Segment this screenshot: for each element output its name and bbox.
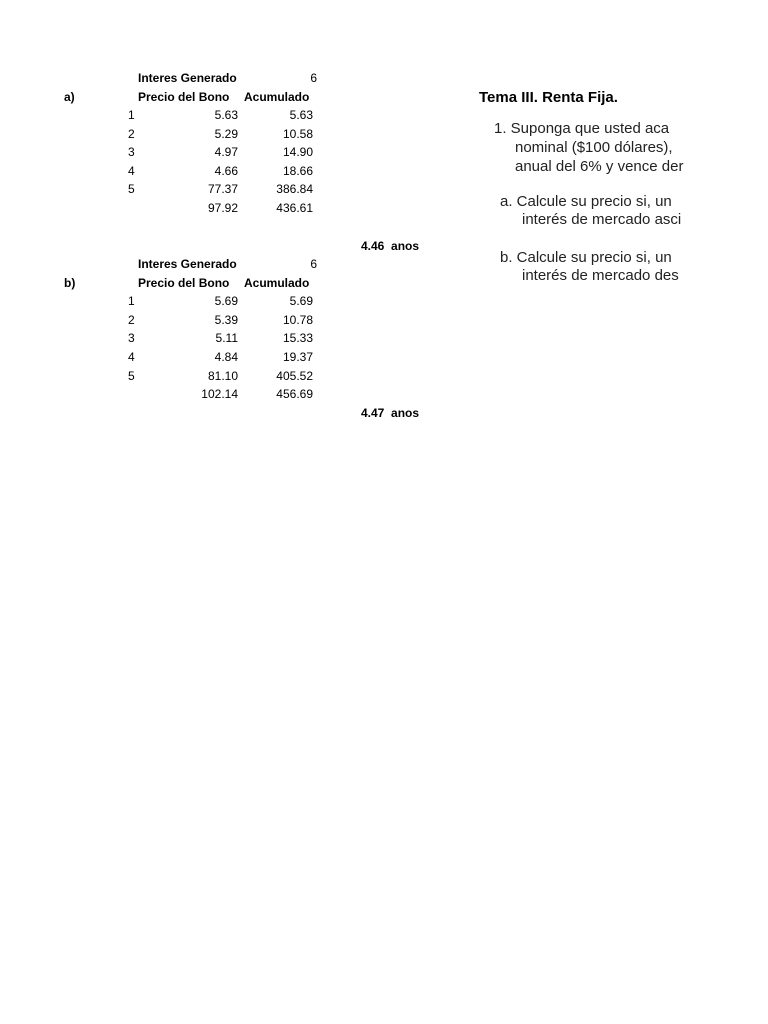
row-price: 5.29 bbox=[214, 127, 238, 141]
total-acum-a: 436.61 bbox=[276, 201, 313, 215]
row-price: 5.69 bbox=[214, 294, 238, 308]
row-acum: 5.63 bbox=[289, 108, 313, 122]
problem-line: a. Calcule su precio si, un bbox=[500, 193, 672, 210]
problem-line: 1. Suponga que usted aca bbox=[494, 120, 670, 137]
row-acum: 15.33 bbox=[282, 331, 313, 345]
interest-value-b: 6 bbox=[310, 257, 317, 271]
col-acum-header-b: Acumulado bbox=[244, 276, 310, 290]
row-num: 1 bbox=[128, 294, 135, 308]
col-price-header-b: Precio del Bono bbox=[138, 276, 230, 290]
duration-value-b: 4.47 bbox=[361, 406, 385, 420]
row-acum: 386.84 bbox=[276, 182, 313, 196]
section-label-b: b) bbox=[64, 276, 76, 290]
problem-line: anual del 6% y vence der bbox=[515, 158, 684, 175]
total-price-a: 97.92 bbox=[207, 201, 238, 215]
row-price: 81.10 bbox=[207, 369, 238, 383]
row-acum: 14.90 bbox=[282, 145, 313, 159]
duration-value-a: 4.46 bbox=[361, 239, 385, 253]
row-price: 5.63 bbox=[214, 108, 238, 122]
row-price: 77.37 bbox=[207, 182, 238, 196]
row-acum: 10.78 bbox=[282, 313, 313, 327]
problem-line: interés de mercado des bbox=[522, 267, 679, 284]
total-price-b: 102.14 bbox=[201, 387, 238, 401]
problem-line: b. Calcule su precio si, un bbox=[500, 249, 672, 266]
section-label-a: a) bbox=[64, 90, 75, 104]
row-acum: 405.52 bbox=[276, 369, 313, 383]
row-num: 1 bbox=[128, 108, 135, 122]
row-price: 5.39 bbox=[214, 313, 238, 327]
row-price: 4.66 bbox=[214, 164, 238, 178]
row-num: 4 bbox=[128, 164, 135, 178]
col-acum-header-a: Acumulado bbox=[244, 90, 310, 104]
row-num: 5 bbox=[128, 182, 135, 196]
duration-unit-b: anos bbox=[391, 406, 420, 420]
row-num: 3 bbox=[128, 331, 135, 345]
problem-title: Tema III. Renta Fija. bbox=[479, 89, 618, 106]
row-acum: 10.58 bbox=[282, 127, 313, 141]
interest-label-b: Interes Generado bbox=[138, 257, 237, 271]
duration-a bbox=[361, 239, 419, 253]
row-price: 5.11 bbox=[215, 331, 238, 345]
row-num: 2 bbox=[128, 127, 135, 141]
total-acum-b: 456.69 bbox=[276, 387, 313, 401]
interest-label-a: Interes Generado bbox=[138, 71, 237, 85]
row-price: 4.84 bbox=[214, 350, 238, 364]
duration-unit-a: anos bbox=[391, 239, 420, 253]
row-acum: 18.66 bbox=[282, 164, 313, 178]
duration-b bbox=[361, 406, 419, 420]
row-acum: 5.69 bbox=[289, 294, 313, 308]
row-price: 4.97 bbox=[214, 145, 238, 159]
problem-line: nominal ($100 dólares), bbox=[515, 139, 673, 156]
problem-image bbox=[470, 84, 690, 294]
row-num: 3 bbox=[128, 145, 135, 159]
row-acum: 19.37 bbox=[282, 350, 313, 364]
problem-line: interés de mercado asci bbox=[522, 211, 682, 228]
row-num: 2 bbox=[128, 313, 135, 327]
row-num: 5 bbox=[128, 369, 135, 383]
row-num: 4 bbox=[128, 350, 135, 364]
interest-value-a: 6 bbox=[310, 71, 317, 85]
col-price-header-a: Precio del Bono bbox=[138, 90, 230, 104]
